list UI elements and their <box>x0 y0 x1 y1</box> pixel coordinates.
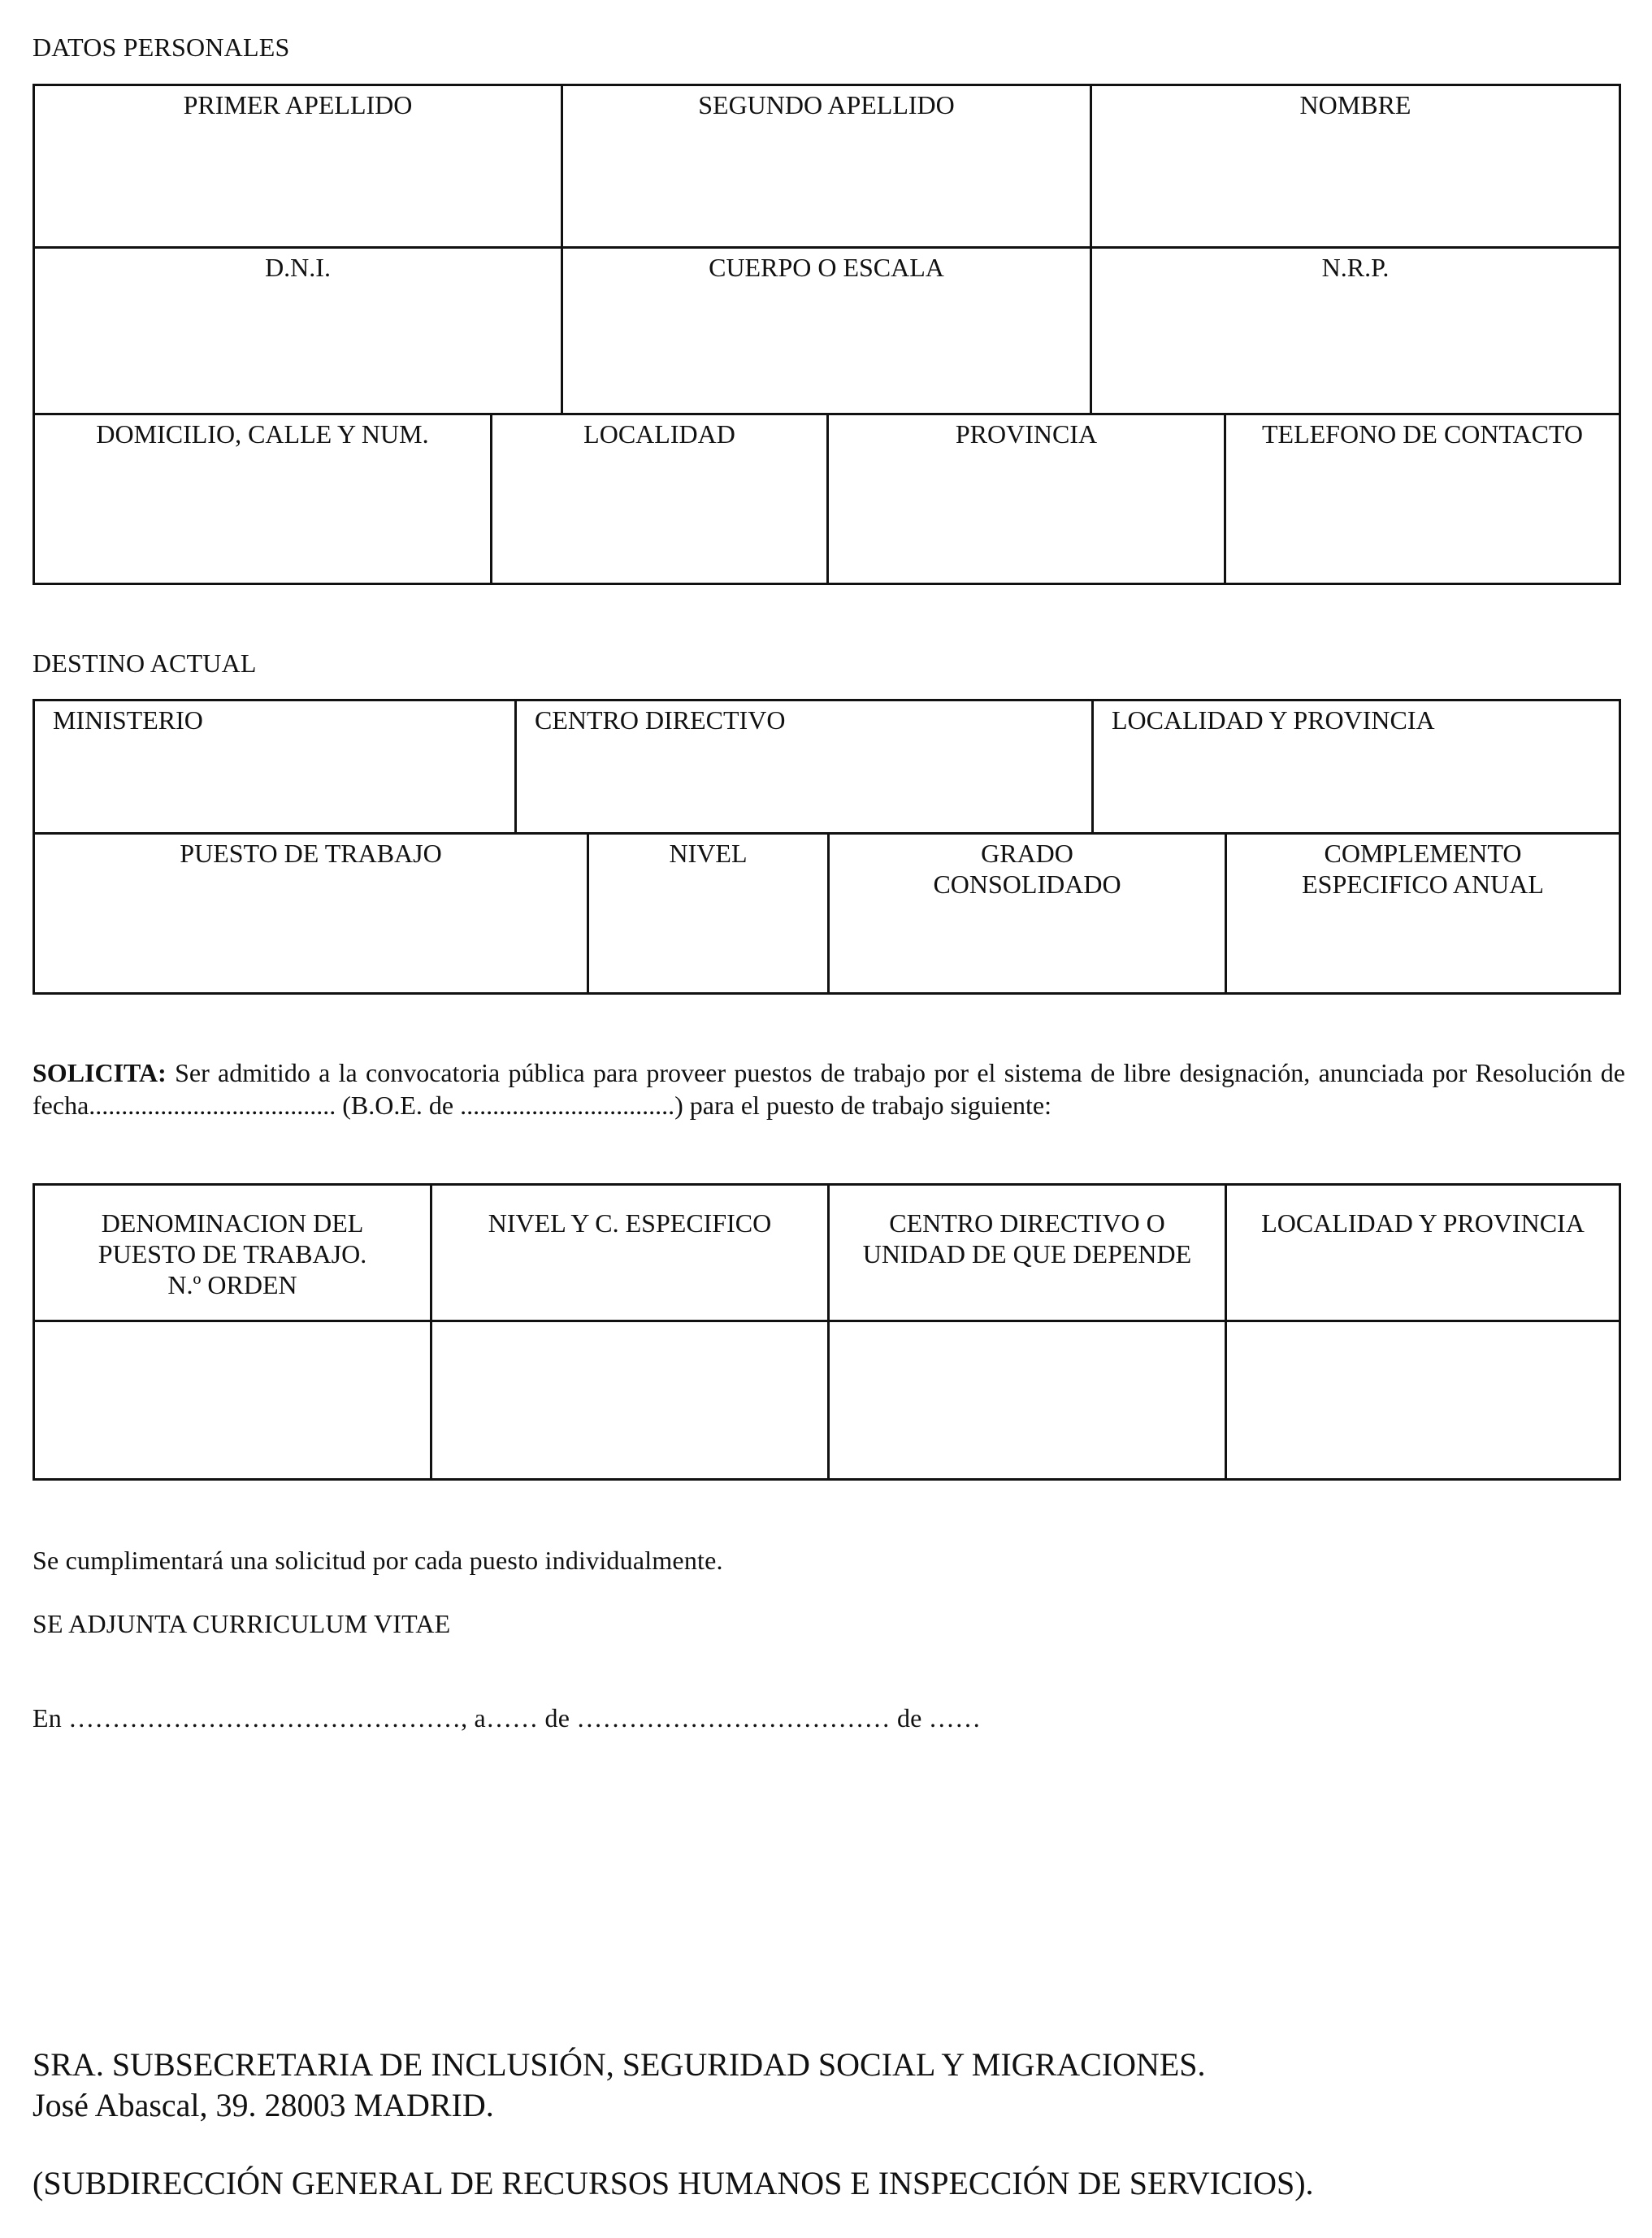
table-header-centro: CENTRO DIRECTIVO O UNIDAD DE QUE DEPENDE <box>830 1186 1227 1322</box>
puesto-trabajo-field[interactable]: PUESTO DE TRABAJO <box>35 835 589 992</box>
segundo-apellido-field[interactable]: SEGUNDO APELLIDO <box>563 86 1092 249</box>
destino-actual-title: DESTINO ACTUAL <box>33 648 257 678</box>
table-header-nivel: NIVEL Y C. ESPECIFICO <box>432 1186 830 1322</box>
nombre-field[interactable]: NOMBRE <box>1299 90 1411 119</box>
ministerio-field[interactable]: MINISTERIO <box>35 701 517 835</box>
puesto-table <box>33 1183 1621 1481</box>
solicita-label: SOLICITA: <box>33 1058 167 1087</box>
datos-personales-grid-row2 <box>33 246 1621 415</box>
date-line[interactable]: En ………………………………………, a…… de ……………………………… de …… <box>33 1703 982 1733</box>
table-cell-nivel[interactable] <box>432 1322 830 1478</box>
localidad-field[interactable]: LOCALIDAD <box>492 415 829 583</box>
complemento-especifico-field[interactable]: COMPLEMENTO ESPECIFICO ANUAL <box>1302 839 1544 899</box>
table-cell-denominacion[interactable] <box>35 1322 432 1478</box>
provincia-field[interactable]: PROVINCIA <box>829 415 1226 583</box>
datos-personales-title: DATOS PERSONALES <box>33 33 290 62</box>
dni-field[interactable]: D.N.I. <box>35 249 563 415</box>
nrp-field[interactable]: N.R.P. <box>1321 253 1390 282</box>
table-cell-centro[interactable] <box>830 1322 1227 1478</box>
destino-actual-grid-row1 <box>33 699 1621 835</box>
datos-personales-grid-row3 <box>33 413 1621 585</box>
solicita-paragraph <box>33 1056 1625 1121</box>
destino-actual-grid-row2 <box>33 832 1621 995</box>
primer-apellido-field[interactable]: PRIMER APELLIDO <box>35 86 563 249</box>
localidad-provincia-field[interactable]: LOCALIDAD Y PROVINCIA <box>1112 705 1435 735</box>
curriculum-note: SE ADJUNTA CURRICULUM VITAE <box>33 1609 451 1638</box>
telefono-field[interactable]: TELEFONO DE CONTACTO <box>1261 419 1584 449</box>
domicilio-field[interactable]: DOMICILIO, CALLE Y NUM. <box>35 415 492 583</box>
footer-address: José Abascal, 39. 28003 MADRID. <box>33 2087 494 2123</box>
table-header-denominacion: DENOMINACION DEL PUESTO DE TRABAJO. N.º ORDEN <box>35 1186 432 1322</box>
footer-recipient: SRA. SUBSECRETARIA DE INCLUSIÓN, SEGURIDAD SOCIAL Y MIGRACIONES. <box>33 2046 1206 2083</box>
cuerpo-escala-field[interactable]: CUERPO O ESCALA <box>563 249 1092 415</box>
table-cell-localidad[interactable] <box>1227 1322 1619 1478</box>
datos-personales-grid-row1 <box>33 84 1621 249</box>
centro-directivo-field[interactable]: CENTRO DIRECTIVO <box>517 701 1094 835</box>
individual-note: Se cumplimentará una solicitud por cada puesto individualmente. <box>33 1546 723 1575</box>
grado-consolidado-field[interactable]: GRADO CONSOLIDADO <box>830 835 1227 992</box>
table-header-localidad: LOCALIDAD Y PROVINCIA <box>1227 1186 1619 1322</box>
footer-subdireccion: (SUBDIRECCIÓN GENERAL DE RECURSOS HUMANOS E INSPECCIÓN DE SERVICIOS). <box>33 2165 1314 2201</box>
solicita-text: Ser admitido a la convocatoria pública para proveer puestos de trabajo por el sistema de libre designación, anunciada por Resolución de fecha...................................... (B.O.E. de .................................) para el puesto de trabajo siguiente: <box>33 1058 1626 1120</box>
nivel-field[interactable]: NIVEL <box>589 835 830 992</box>
